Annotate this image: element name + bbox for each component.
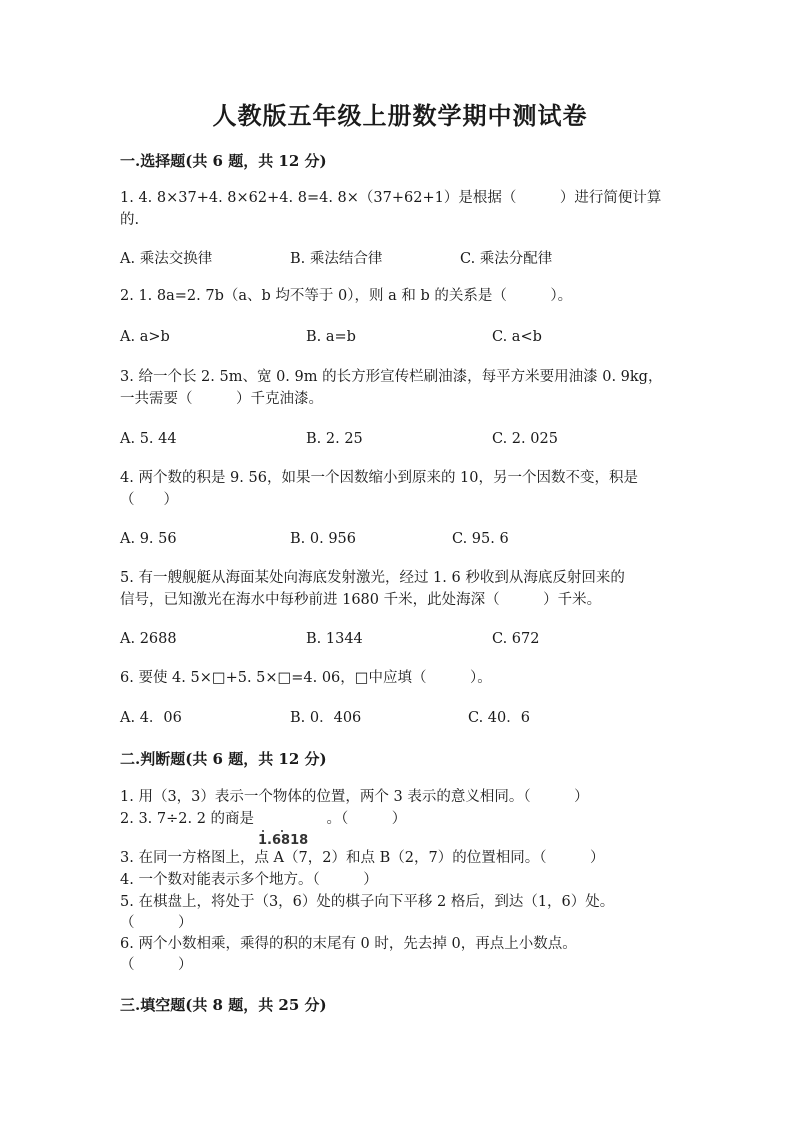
- judgement-item-6-bracket: （ ）: [120, 957, 193, 973]
- recurring-decimal-figure: [258, 832, 308, 848]
- section-heading-fill-blank: 三.填空题(共 8 题，共 25 分): [120, 996, 327, 1014]
- question-3-line-1: 3. 给一个长 2. 5m、宽 0. 9m 的长方形宣传栏刷油漆，每平方米要用油漆 0. 9kg，: [120, 369, 663, 385]
- question-1-option-c: C. 乘法分配律: [460, 251, 553, 267]
- question-1-line-2: 的.: [120, 212, 140, 228]
- judgement-item-3: 3. 在同一方格图上，点 A（7，2）和点 B（2，7）的位置相同。（ ）: [120, 850, 605, 866]
- question-1-option-b: B. 乘法结合律: [290, 251, 383, 267]
- question-4-option-b: B. 0. 956: [290, 531, 356, 547]
- question-3-option-b: B. 2. 25: [306, 431, 363, 447]
- section-heading-judgement: 二.判断题(共 6 题，共 12 分): [120, 750, 327, 768]
- question-2-option-a: A. a>b: [120, 329, 170, 345]
- question-6-line-1: 6. 要使 4. 5×□+5. 5×□=4. 06，□中应填（ ）。: [120, 670, 492, 686]
- question-3-option-a: A. 5. 44: [120, 431, 177, 447]
- question-5-option-a: A. 2688: [120, 631, 177, 647]
- question-5-line-2: 信号，已知激光在海水中每秒前进 1680 千米，此处海深（ ）千米。: [120, 592, 602, 608]
- question-6-option-c: C. 40．6: [468, 710, 530, 726]
- question-5-option-c: C. 672: [492, 631, 540, 647]
- question-5-option-b: B. 1344: [306, 631, 363, 647]
- section-heading-choice: 一.选择题(共 6 题，共 12 分): [120, 152, 327, 170]
- question-4-line-2: （ ）: [120, 492, 178, 508]
- question-4-line-1: 4. 两个数的积是 9. 56，如果一个因数缩小到原来的 10，另一个因数不变，积是: [120, 470, 639, 486]
- judgement-item-6: 6. 两个小数相乘，乘得的积的末尾有 0 时，先去掉 0，再点上小数点。: [120, 936, 577, 952]
- question-2-option-c: C. a<b: [492, 329, 542, 345]
- question-6-option-a: A. 4．06: [120, 710, 182, 726]
- question-3-option-c: C. 2. 025: [492, 431, 558, 447]
- question-2-line-1: 2. 1. 8a=2. 7b（a、b 均不等于 0），则 a 和 b 的关系是（ ）。: [120, 288, 573, 304]
- question-3-line-2: 一共需要（ ）千克油漆。: [120, 391, 323, 407]
- judgement-item-1: 1. 用（3，3）表示一个物体的位置，两个 3 表示的意义相同。（ ）: [120, 789, 589, 805]
- question-1-line-1: 1. 4. 8×37+4. 8×62+4. 8=4. 8×（37+62+1）是根据（ ）进行简便计算: [120, 190, 662, 206]
- question-2-option-b: B. a=b: [306, 329, 356, 345]
- question-4-option-a: A. 9. 56: [120, 531, 177, 547]
- judgement-item-2: 2. 3. 7÷2. 2 的商是 。（ ）: [120, 811, 407, 827]
- question-1-option-a: A. 乘法交换律: [120, 251, 213, 267]
- judgement-item-5-bracket: （ ）: [120, 915, 193, 931]
- page-title: 人教版五年级上册数学期中测试卷: [212, 101, 588, 130]
- judgement-item-4: 4. 一个数对能表示多个地方。（ ）: [120, 872, 378, 888]
- judgement-item-5: 5. 在棋盘上，将处于（3，6）处的棋子向下平移 2 格后，到达（1，6）处。: [120, 894, 615, 910]
- question-6-option-b: B. 0．406: [290, 710, 362, 726]
- question-5-line-1: 5. 有一艘舰艇从海面某处向海底发射激光，经过 1. 6 秒收到从海底反射回来的: [120, 570, 625, 586]
- recurring-decimal-value: 1.6818: [258, 833, 309, 848]
- question-4-option-c: C. 95. 6: [452, 531, 509, 547]
